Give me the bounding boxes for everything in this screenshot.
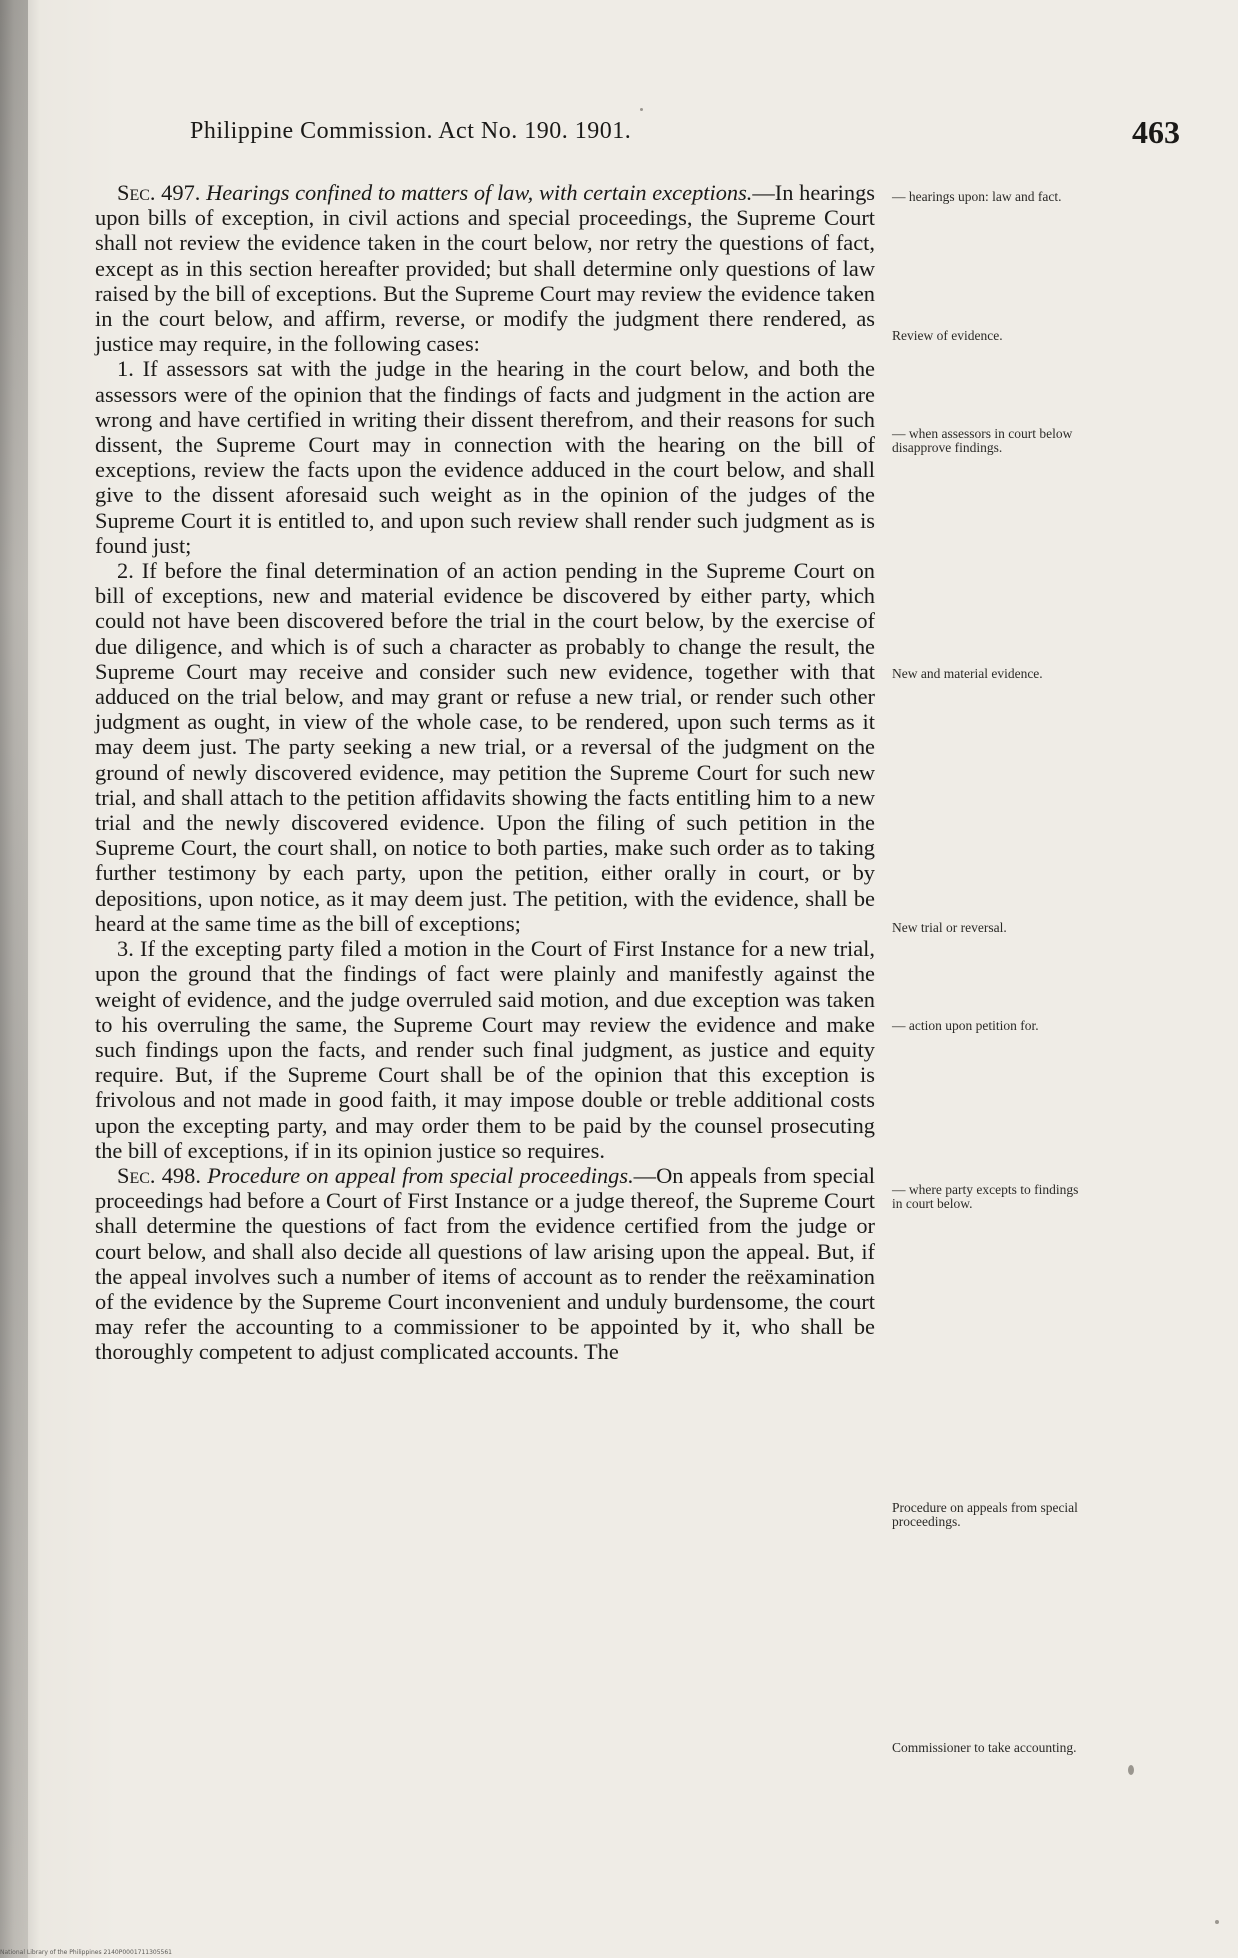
margin-note: — hearings upon: law and fact.: [892, 189, 1062, 204]
case-1-paragraph: 1. If assessors sat with the judge in the hearing in the court below, and both the assessors were of the opinion that the findings of facts and judgment in the action are wrong and have certified in writing their dissent therefrom, and their reasons for such dissent, the Supreme Court may in connection with the hearing on the bill of exceptions, review the facts upon the evidence adduced in the court below, and shall give to the dissent aforesaid such weight as in the opinion of the judges of the Supreme Court it is entitled to, and upon such review shall render such judgment as is found just;: [95, 356, 875, 558]
scan-speck: [1128, 1765, 1134, 1775]
case-2-paragraph: 2. If before the final determination of an action pending in the Supreme Court on bill of exceptions, new and material evidence be discovered by either party, which could not have been discovered before the trial in the court below, by the exercise of due diligence, and which is of such a character as probably to change the result, the Supreme Court may receive and consider such new evidence, together with that adduced on the trial below, and may grant or refuse a new trial, or render such other judgment as ought, in view of the whole case, to be rendered, upon such terms as it may deem just. The party seeking a new trial, or a reversal of the judgment on the ground of newly discovered evidence, may petition the Supreme Court for such new trial, and shall attach to the petition affidavits showing the facts entitling him to a new trial and the newly discovered evidence. Upon the filing of such petition in the Supreme Court, the court shall, on notice to both parties, make such order as to taking further testimony by each party, upon the petition, either orally in court, or by depositions, upon notice, as it may deem just. The petition, with the evidence, shall be heard at the same time as the bill of exceptions;: [95, 558, 875, 936]
page-header: [190, 114, 1180, 158]
scan-speck: [1215, 1920, 1219, 1924]
section-497-paragraph: [95, 180, 875, 356]
running-head: Philippine Commission. Act No. 190. 1901.: [190, 118, 632, 144]
section-text: —In hearings upon bills of exception, in civil actions and special proceedings, the Supreme Court shall not review the evidence taken in the court below, nor retry the questions of fact, except as in this section hereafter provided; but shall determine only questions of law raised by the bill of exceptions. But the Supreme Court may review the evidence taken in the court below, and affirm, reverse, or modify the judgment there rendered, as justice may require, in the following cases:: [95, 180, 875, 357]
section-498-paragraph: [95, 1163, 875, 1365]
section-heading: Procedure on appeal from special proceedings.: [207, 1162, 634, 1188]
body-text: [95, 180, 875, 1365]
margin-note: Commissioner to take accounting.: [892, 1740, 1077, 1755]
section-heading: Hearings confined to matters of law, with certain exceptions.: [206, 180, 753, 205]
case-3-paragraph: 3. If the excepting party filed a motion in the Court of First Instance for a new trial, upon the ground that the findings of fact were plainly and manifestly against the weight of evidence, and the judge overruled said motion, and due exception was taken to his overruling the same, the Supreme Court may review the evidence and make such findings upon the facts, and render such final judgment, as justice and equity require. But, if the Supreme Court shall be of the opinion that this exception is frivolous and not made in good faith, it may impose double or treble additional costs upon the excepting party, and may order them to be paid by the counsel prosecuting the bill of exceptions, if in its opinion justice so requires.: [95, 936, 875, 1163]
page-number: 463: [1132, 114, 1180, 150]
section-label: Sec. 497.: [117, 180, 201, 205]
margin-note: Review of evidence.: [892, 328, 1003, 343]
binding-gutter-shadow: [0, 0, 28, 1958]
scan-credit: National Library of the Philippines 2140P0001711305561: [0, 1949, 172, 1956]
margin-note: New trial or reversal.: [892, 920, 1007, 935]
section-label: Sec. 498.: [117, 1162, 201, 1188]
margin-note: — action upon petition for.: [892, 1018, 1039, 1033]
section-text: —On appeals from special proceedings had before a Court of First Instance or a judge thereof, the Supreme Court shall determine the questions of fact from the evidence certified from the judge or court below, and shall also decide all questions of law arising upon the appeal. But, if the appeal involves such a number of items of account as to render the reëxamination of the evidence by the Supreme Court inconvenient and unduly burdensome, the court may refer the accounting to a commissioner to be appointed by it, who shall be thoroughly competent to adjust complicated accounts. The: [95, 1162, 875, 1365]
margin-note: New and material evidence.: [892, 666, 1043, 681]
margin-note: — where party excepts to findings in court below.: [892, 1182, 1079, 1211]
margin-note: Procedure on appeals from special proceedings.: [892, 1500, 1078, 1529]
margin-note: — when assessors in court below disapprove findings.: [892, 426, 1073, 455]
scan-speck: [640, 108, 643, 111]
